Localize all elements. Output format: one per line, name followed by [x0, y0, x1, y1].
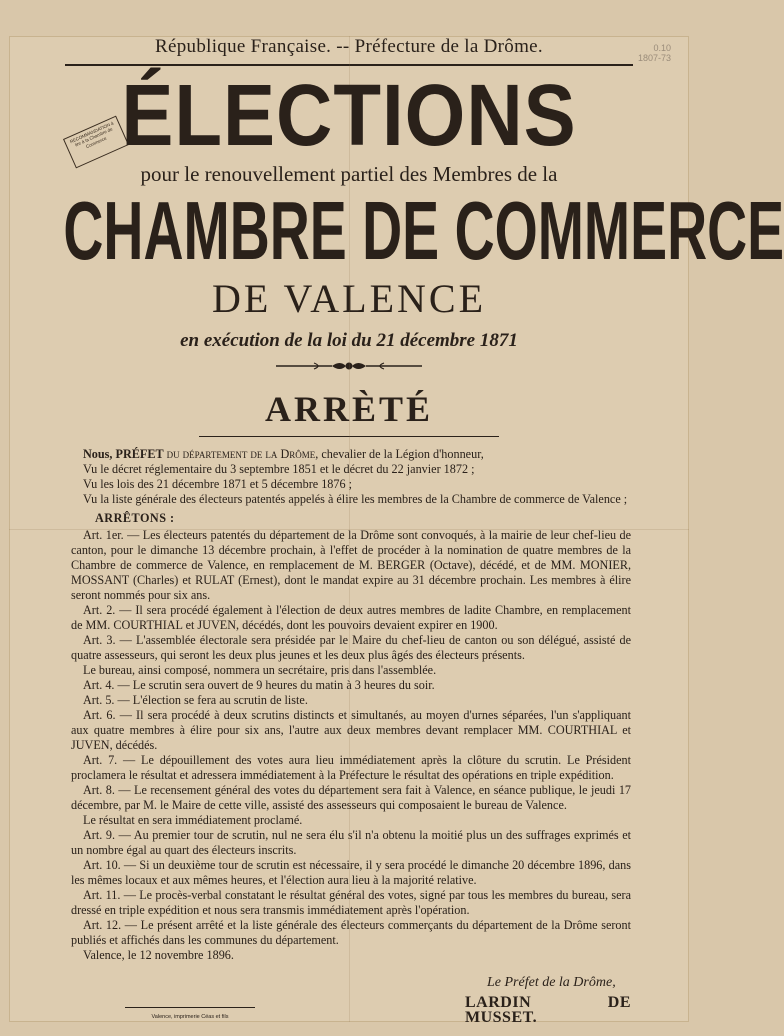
article-text: Il sera procédé à deux scrutins distincts et simultanés, au moyen d'urnes séparées, l'un s'appliquant aux quatre membres à élire pour six ans, l'autre aux deux membres devant remplacer MM. COURTHIAL et JUVEN, décédés. [71, 708, 631, 752]
loi-line: en exécution de la loi du 21 décembre 1871 [180, 330, 518, 351]
article-label: Art. 8. — [83, 783, 131, 797]
pencil-note [638, 44, 671, 64]
article-label: Art. 6. — [83, 708, 132, 722]
signature-block [71, 975, 631, 1035]
stamp-text: RECOMMANDATION à lire à la Chambre de Commerce [69, 120, 115, 150]
decree-body [71, 447, 631, 1035]
article [71, 708, 631, 753]
article [71, 918, 631, 948]
article [71, 813, 631, 828]
article-text: Le présent arrêté et la liste générale des électeurs commerçants du département de la Drôme seront publiés et affichés dans les communes du département. [71, 918, 632, 947]
article-text: Le résultat en sera immédiatement proclamé. [83, 813, 303, 827]
article-text: Si un deuxième tour de scrutin est nécessaire, il y sera procédé le dimanche 20 décembre 1896, dans les mêmes locaux et aux mêmes heures, et l'élection aura lieu à la majorité relative. [71, 858, 631, 887]
arretons: ARRÊTONS : [95, 511, 175, 525]
valence-heading: DE VALENCE [211, 276, 487, 321]
preamble-dept: du département de la Drôme, [166, 447, 319, 461]
pencil-note-line: 1807-73 [637, 52, 671, 63]
preamble-nous-word: Nous, [83, 447, 113, 461]
article-text: Au premier tour de scrutin, nul ne sera élu s'il n'a obtenu la moitié plus un des suffrages exprimés et un nombre égal au quart des électeurs inscrits. [71, 828, 632, 857]
article [71, 858, 631, 888]
article-label: Art. 12. — [83, 918, 137, 932]
article-label: Art. 10. — [83, 858, 137, 872]
article-text: Le scrutin sera ouvert de 9 heures du matin à 3 heures du soir. [132, 678, 435, 692]
fold-line-horizontal [9, 529, 689, 530]
article-text: L'élection se fera au scrutin de liste. [132, 693, 308, 707]
preamble-nous [71, 447, 631, 462]
article-label: Art. 7. — [83, 753, 136, 767]
article-label: Art. 9. — [83, 828, 131, 842]
article-text: Il sera procédé également à l'élection de deux autres membres de ladite Chambre, en remplacement de MM. COURTHIAL et JUVEN, décédés, dont les pouvoirs devaient expirer en 1900. [71, 603, 631, 632]
preamble-line: Vu la liste générale des électeurs patentés appelés à élire les membres de la Chambre de commerce de Valence ; [83, 492, 628, 506]
article [71, 678, 631, 693]
signature-name: LARDIN DE MUSSET. [465, 994, 631, 1026]
article [71, 603, 631, 633]
article [71, 633, 631, 663]
poster-sheet [9, 36, 784, 1026]
date-line: Valence, le 12 novembre 1896. [83, 948, 234, 962]
article [71, 828, 631, 858]
article [71, 888, 631, 918]
chambre-heading: CHAMBRE DE COMMERCE [63, 183, 784, 277]
article-text: Le bureau, ainsi composé, nommera un secrétaire, pris dans l'assemblée. [83, 663, 437, 677]
article-text: L'assemblée électorale sera présidée par le Maire du chef-lieu de canton ou son délégué, assisté de quatre assesseurs, qui seront les deux plus jeunes et les deux plus âgés des électeurs présents. [71, 633, 632, 662]
arrete-title: ARRÈTÉ [264, 389, 434, 429]
preamble-line: Vu le décret réglementaire du 3 septembre 1851 et le décret du 22 janvier 1872 ; [83, 462, 475, 476]
printer-line: Valence, imprimerie Céas et fils [125, 1007, 255, 1025]
signature-title: Le Préfet de la Drôme, [487, 975, 616, 990]
article-label: Art. 5. — [83, 693, 130, 707]
article-label: Art. 1er. — [83, 528, 140, 542]
article [71, 663, 631, 678]
article [71, 753, 631, 783]
article [71, 783, 631, 813]
article-text: Le dépouillement des votes aura lieu immédiatement après la clôture du scrutin. Le Président proclamera le résultat et adressera immédiatement à la Préfecture le résultat des opérations en triple expédition. [71, 753, 632, 782]
article [71, 528, 631, 603]
article [71, 693, 631, 708]
subtitle: pour le renouvellement partiel des Membres de la [140, 162, 558, 186]
article-label: Art. 11. — [83, 888, 136, 902]
article-text: Le procès-verbal constatant le résultat général des votes, signé par tous les membres du bureau, sera dressé en triple expédition et nous sera transmis immédiatement après l'opération. [71, 888, 631, 917]
article-label: Art. 2. — [83, 603, 132, 617]
pencil-note-line: 0.10 [653, 43, 671, 53]
article-text: Les électeurs patentés du département de la Drôme sont convoqués, à la mairie de leur chef-lieu de canton, pour le dimanche 13 décembre prochain, à l'effet de procéder à la nomination de quatre membres de la Chambre de commerce de Valence, en remplacement de M. BERGER (Octave), décédé, et de MM. MONIER, MOSSANT (Charles) et RULAT (Ernest), dont le mandat expire au 31 décembre prochain. Les membres à élire seront nommés pour six ans. [71, 528, 632, 602]
preamble-rest: chevalier de la Légion d'honneur, [321, 447, 484, 461]
preamble-prefet: PRÉFET [115, 447, 164, 461]
article-label: Art. 3. — [83, 633, 132, 647]
article-label: Art. 4. — [83, 678, 130, 692]
header-line: République Française. -- Préfecture de la Drôme. [155, 36, 543, 57]
article-text: Le recensement général des votes du département sera fait à Valence, en séance publique, le jeudi 17 décembre, par M. le Maire de cette ville, assisté des assesseurs qui composaient le bureau de Valence. [71, 783, 632, 812]
main-title: ÉLECTIONS [121, 65, 577, 165]
preamble-line: Vu les lois des 21 décembre 1871 et 5 décembre 1876 ; [83, 477, 353, 491]
